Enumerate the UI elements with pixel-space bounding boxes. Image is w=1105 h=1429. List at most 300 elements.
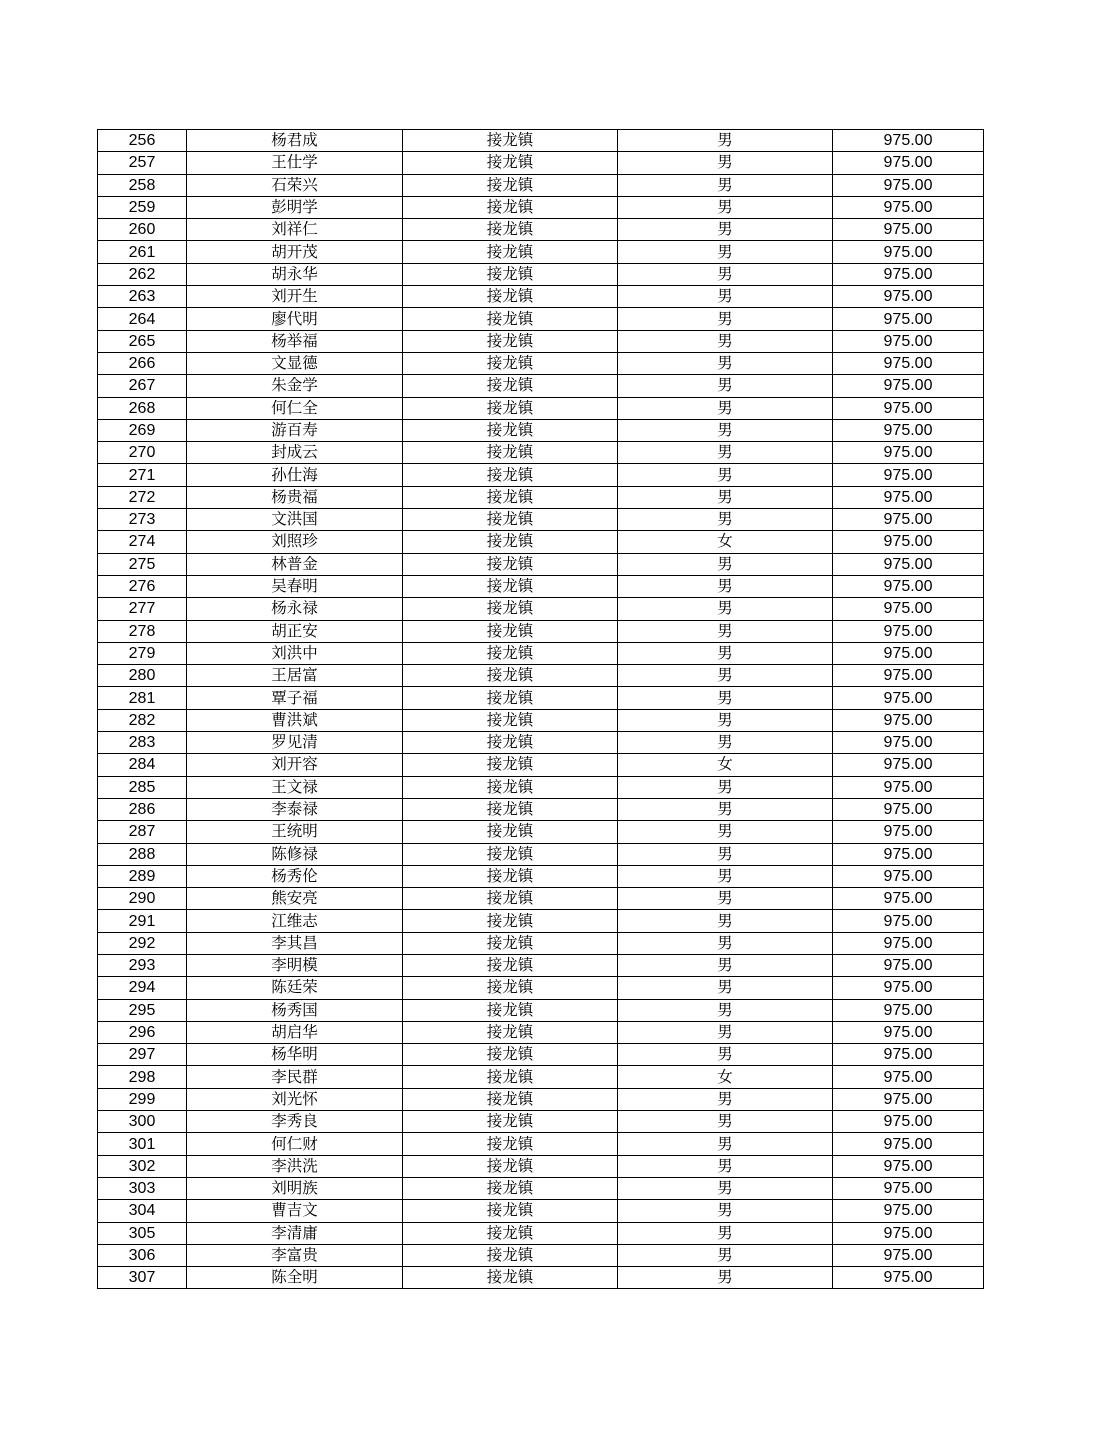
name-cell: 文洪国 — [187, 509, 403, 531]
gender-cell: 男 — [618, 553, 833, 575]
name-cell: 王文禄 — [187, 776, 403, 798]
serial-number-cell: 283 — [98, 732, 187, 754]
name-cell: 封成云 — [187, 442, 403, 464]
town-cell: 接龙镇 — [403, 620, 618, 642]
serial-number-cell: 287 — [98, 821, 187, 843]
name-cell: 刘洪中 — [187, 642, 403, 664]
town-cell: 接龙镇 — [403, 1088, 618, 1110]
gender-cell: 男 — [618, 1200, 833, 1222]
table-row — [98, 910, 984, 932]
name-cell: 刘祥仁 — [187, 219, 403, 241]
table-row — [98, 531, 984, 553]
amount-cell: 975.00 — [833, 1200, 984, 1222]
amount-cell: 975.00 — [833, 888, 984, 910]
serial-number-cell: 268 — [98, 397, 187, 419]
gender-cell: 男 — [618, 1111, 833, 1133]
serial-number-cell: 297 — [98, 1044, 187, 1066]
serial-number-cell: 276 — [98, 575, 187, 597]
serial-number-cell: 295 — [98, 999, 187, 1021]
gender-cell: 男 — [618, 821, 833, 843]
town-cell: 接龙镇 — [403, 1133, 618, 1155]
town-cell: 接龙镇 — [403, 531, 618, 553]
table-row — [98, 821, 984, 843]
table-row — [98, 665, 984, 687]
name-cell: 杨永禄 — [187, 598, 403, 620]
table-row — [98, 152, 984, 174]
town-cell: 接龙镇 — [403, 910, 618, 932]
town-cell: 接龙镇 — [403, 464, 618, 486]
town-cell: 接龙镇 — [403, 1021, 618, 1043]
gender-cell: 男 — [618, 776, 833, 798]
serial-number-cell: 275 — [98, 553, 187, 575]
amount-cell: 975.00 — [833, 954, 984, 976]
gender-cell: 男 — [618, 397, 833, 419]
serial-number-cell: 281 — [98, 687, 187, 709]
table-row — [98, 732, 984, 754]
serial-number-cell: 296 — [98, 1021, 187, 1043]
town-cell: 接龙镇 — [403, 575, 618, 597]
town-cell: 接龙镇 — [403, 776, 618, 798]
gender-cell: 男 — [618, 999, 833, 1021]
town-cell: 接龙镇 — [403, 665, 618, 687]
town-cell: 接龙镇 — [403, 330, 618, 352]
name-cell: 杨举福 — [187, 330, 403, 352]
serial-number-cell: 265 — [98, 330, 187, 352]
town-cell: 接龙镇 — [403, 954, 618, 976]
serial-number-cell: 273 — [98, 509, 187, 531]
town-cell: 接龙镇 — [403, 509, 618, 531]
serial-number-cell: 293 — [98, 954, 187, 976]
amount-cell: 975.00 — [833, 263, 984, 285]
amount-cell: 975.00 — [833, 977, 984, 999]
gender-cell: 男 — [618, 330, 833, 352]
amount-cell: 975.00 — [833, 1222, 984, 1244]
name-cell: 杨贵福 — [187, 486, 403, 508]
serial-number-cell: 298 — [98, 1066, 187, 1088]
table-row — [98, 709, 984, 731]
amount-cell: 975.00 — [833, 397, 984, 419]
name-cell: 杨秀国 — [187, 999, 403, 1021]
serial-number-cell: 285 — [98, 776, 187, 798]
name-cell: 刘光怀 — [187, 1088, 403, 1110]
table-row — [98, 486, 984, 508]
town-cell: 接龙镇 — [403, 642, 618, 664]
town-cell: 接龙镇 — [403, 1066, 618, 1088]
table-row — [98, 174, 984, 196]
name-cell: 李洪洗 — [187, 1155, 403, 1177]
table-row — [98, 1267, 984, 1289]
serial-number-cell: 256 — [98, 130, 187, 152]
gender-cell: 男 — [618, 419, 833, 441]
town-cell: 接龙镇 — [403, 553, 618, 575]
amount-cell: 975.00 — [833, 152, 984, 174]
gender-cell: 女 — [618, 1066, 833, 1088]
gender-cell: 男 — [618, 932, 833, 954]
table-row — [98, 263, 984, 285]
name-cell: 林普金 — [187, 553, 403, 575]
amount-cell: 975.00 — [833, 709, 984, 731]
gender-cell: 男 — [618, 219, 833, 241]
table-row — [98, 776, 984, 798]
table-row — [98, 1244, 984, 1266]
serial-number-cell: 262 — [98, 263, 187, 285]
amount-cell: 975.00 — [833, 754, 984, 776]
amount-cell: 975.00 — [833, 1088, 984, 1110]
amount-cell: 975.00 — [833, 687, 984, 709]
table-row — [98, 954, 984, 976]
gender-cell: 男 — [618, 665, 833, 687]
gender-cell: 男 — [618, 642, 833, 664]
gender-cell: 男 — [618, 888, 833, 910]
name-cell: 陈修禄 — [187, 843, 403, 865]
serial-number-cell: 264 — [98, 308, 187, 330]
name-cell: 罗见清 — [187, 732, 403, 754]
table-row — [98, 419, 984, 441]
town-cell: 接龙镇 — [403, 152, 618, 174]
serial-number-cell: 304 — [98, 1200, 187, 1222]
town-cell: 接龙镇 — [403, 1267, 618, 1289]
name-cell: 李富贵 — [187, 1244, 403, 1266]
amount-cell: 975.00 — [833, 174, 984, 196]
name-cell: 彭明学 — [187, 196, 403, 218]
amount-cell: 975.00 — [833, 219, 984, 241]
gender-cell: 男 — [618, 241, 833, 263]
table-row — [98, 754, 984, 776]
gender-cell: 男 — [618, 1267, 833, 1289]
town-cell: 接龙镇 — [403, 798, 618, 820]
amount-cell: 975.00 — [833, 1111, 984, 1133]
serial-number-cell: 266 — [98, 352, 187, 374]
serial-number-cell: 284 — [98, 754, 187, 776]
table-body — [98, 130, 984, 1289]
name-cell: 杨秀伦 — [187, 865, 403, 887]
serial-number-cell: 292 — [98, 932, 187, 954]
amount-cell: 975.00 — [833, 1177, 984, 1199]
gender-cell: 男 — [618, 464, 833, 486]
table-row — [98, 1200, 984, 1222]
amount-cell: 975.00 — [833, 932, 984, 954]
amount-cell: 975.00 — [833, 553, 984, 575]
amount-cell: 975.00 — [833, 843, 984, 865]
serial-number-cell: 307 — [98, 1267, 187, 1289]
town-cell: 接龙镇 — [403, 442, 618, 464]
table-row — [98, 1111, 984, 1133]
name-cell: 李民群 — [187, 1066, 403, 1088]
table-row — [98, 397, 984, 419]
table-row — [98, 464, 984, 486]
name-cell: 李清庸 — [187, 1222, 403, 1244]
table-row — [98, 977, 984, 999]
gender-cell: 男 — [618, 509, 833, 531]
gender-cell: 男 — [618, 620, 833, 642]
gender-cell: 男 — [618, 1222, 833, 1244]
table-row — [98, 1044, 984, 1066]
town-cell: 接龙镇 — [403, 352, 618, 374]
gender-cell: 男 — [618, 308, 833, 330]
town-cell: 接龙镇 — [403, 174, 618, 196]
serial-number-cell: 259 — [98, 196, 187, 218]
serial-number-cell: 277 — [98, 598, 187, 620]
serial-number-cell: 303 — [98, 1177, 187, 1199]
serial-number-cell: 261 — [98, 241, 187, 263]
table-row — [98, 219, 984, 241]
gender-cell: 男 — [618, 709, 833, 731]
gender-cell: 男 — [618, 352, 833, 374]
amount-cell: 975.00 — [833, 999, 984, 1021]
name-cell: 李其昌 — [187, 932, 403, 954]
name-cell: 覃子福 — [187, 687, 403, 709]
amount-cell: 975.00 — [833, 352, 984, 374]
gender-cell: 男 — [618, 1088, 833, 1110]
name-cell: 曹吉文 — [187, 1200, 403, 1222]
town-cell: 接龙镇 — [403, 865, 618, 887]
amount-cell: 975.00 — [833, 776, 984, 798]
gender-cell: 女 — [618, 531, 833, 553]
town-cell: 接龙镇 — [403, 598, 618, 620]
gender-cell: 男 — [618, 375, 833, 397]
table-row — [98, 241, 984, 263]
town-cell: 接龙镇 — [403, 1111, 618, 1133]
name-cell: 朱金学 — [187, 375, 403, 397]
serial-number-cell: 301 — [98, 1133, 187, 1155]
amount-cell: 975.00 — [833, 1244, 984, 1266]
gender-cell: 男 — [618, 865, 833, 887]
table-row — [98, 999, 984, 1021]
gender-cell: 男 — [618, 575, 833, 597]
amount-cell: 975.00 — [833, 531, 984, 553]
table-row — [98, 865, 984, 887]
name-cell: 刘照珍 — [187, 531, 403, 553]
name-cell: 李泰禄 — [187, 798, 403, 820]
table-row — [98, 1155, 984, 1177]
town-cell: 接龙镇 — [403, 219, 618, 241]
town-cell: 接龙镇 — [403, 754, 618, 776]
table-row — [98, 196, 984, 218]
gender-cell: 男 — [618, 687, 833, 709]
table-row — [98, 1133, 984, 1155]
amount-cell: 975.00 — [833, 442, 984, 464]
gender-cell: 男 — [618, 286, 833, 308]
name-cell: 李明模 — [187, 954, 403, 976]
amount-cell: 975.00 — [833, 486, 984, 508]
serial-number-cell: 291 — [98, 910, 187, 932]
gender-cell: 男 — [618, 798, 833, 820]
table-row — [98, 330, 984, 352]
amount-cell: 975.00 — [833, 308, 984, 330]
table-row — [98, 598, 984, 620]
town-cell: 接龙镇 — [403, 241, 618, 263]
name-cell: 陈廷荣 — [187, 977, 403, 999]
amount-cell: 975.00 — [833, 464, 984, 486]
table-row — [98, 442, 984, 464]
town-cell: 接龙镇 — [403, 1155, 618, 1177]
amount-cell: 975.00 — [833, 241, 984, 263]
name-cell: 杨华明 — [187, 1044, 403, 1066]
gender-cell: 男 — [618, 1177, 833, 1199]
amount-cell: 975.00 — [833, 798, 984, 820]
name-cell: 何仁财 — [187, 1133, 403, 1155]
serial-number-cell: 286 — [98, 798, 187, 820]
amount-cell: 975.00 — [833, 598, 984, 620]
town-cell: 接龙镇 — [403, 732, 618, 754]
serial-number-cell: 278 — [98, 620, 187, 642]
name-cell: 熊安亮 — [187, 888, 403, 910]
gender-cell: 男 — [618, 263, 833, 285]
serial-number-cell: 280 — [98, 665, 187, 687]
name-cell: 胡开茂 — [187, 241, 403, 263]
serial-number-cell: 299 — [98, 1088, 187, 1110]
amount-cell: 975.00 — [833, 642, 984, 664]
town-cell: 接龙镇 — [403, 397, 618, 419]
town-cell: 接龙镇 — [403, 687, 618, 709]
serial-number-cell: 271 — [98, 464, 187, 486]
serial-number-cell: 290 — [98, 888, 187, 910]
table-row — [98, 375, 984, 397]
serial-number-cell: 263 — [98, 286, 187, 308]
gender-cell: 男 — [618, 442, 833, 464]
table-row — [98, 843, 984, 865]
gender-cell: 男 — [618, 130, 833, 152]
table-row — [98, 352, 984, 374]
serial-number-cell: 257 — [98, 152, 187, 174]
serial-number-cell: 305 — [98, 1222, 187, 1244]
town-cell: 接龙镇 — [403, 1222, 618, 1244]
name-cell: 杨君成 — [187, 130, 403, 152]
gender-cell: 男 — [618, 1155, 833, 1177]
town-cell: 接龙镇 — [403, 843, 618, 865]
gender-cell: 男 — [618, 910, 833, 932]
serial-number-cell: 306 — [98, 1244, 187, 1266]
town-cell: 接龙镇 — [403, 130, 618, 152]
serial-number-cell: 289 — [98, 865, 187, 887]
amount-cell: 975.00 — [833, 575, 984, 597]
amount-cell: 975.00 — [833, 910, 984, 932]
name-cell: 李秀良 — [187, 1111, 403, 1133]
serial-number-cell: 300 — [98, 1111, 187, 1133]
amount-cell: 975.00 — [833, 732, 984, 754]
serial-number-cell: 279 — [98, 642, 187, 664]
amount-cell: 975.00 — [833, 620, 984, 642]
gender-cell: 男 — [618, 977, 833, 999]
name-cell: 廖代明 — [187, 308, 403, 330]
name-cell: 王统明 — [187, 821, 403, 843]
table-row — [98, 687, 984, 709]
serial-number-cell: 270 — [98, 442, 187, 464]
name-cell: 胡启华 — [187, 1021, 403, 1043]
name-cell: 王仕学 — [187, 152, 403, 174]
table-row — [98, 130, 984, 152]
town-cell: 接龙镇 — [403, 821, 618, 843]
gender-cell: 男 — [618, 1044, 833, 1066]
gender-cell: 男 — [618, 732, 833, 754]
amount-cell: 975.00 — [833, 1021, 984, 1043]
town-cell: 接龙镇 — [403, 709, 618, 731]
amount-cell: 975.00 — [833, 1267, 984, 1289]
gender-cell: 男 — [618, 1021, 833, 1043]
serial-number-cell: 274 — [98, 531, 187, 553]
town-cell: 接龙镇 — [403, 263, 618, 285]
table-row — [98, 286, 984, 308]
amount-cell: 975.00 — [833, 419, 984, 441]
town-cell: 接龙镇 — [403, 419, 618, 441]
name-cell: 刘明族 — [187, 1177, 403, 1199]
town-cell: 接龙镇 — [403, 1177, 618, 1199]
town-cell: 接龙镇 — [403, 375, 618, 397]
serial-number-cell: 288 — [98, 843, 187, 865]
gender-cell: 男 — [618, 843, 833, 865]
gender-cell: 男 — [618, 174, 833, 196]
serial-number-cell: 282 — [98, 709, 187, 731]
table-row — [98, 1021, 984, 1043]
name-cell: 孙仕海 — [187, 464, 403, 486]
gender-cell: 男 — [618, 486, 833, 508]
amount-cell: 975.00 — [833, 1155, 984, 1177]
town-cell: 接龙镇 — [403, 932, 618, 954]
serial-number-cell: 260 — [98, 219, 187, 241]
name-cell: 何仁全 — [187, 397, 403, 419]
name-cell: 石荣兴 — [187, 174, 403, 196]
gender-cell: 男 — [618, 1244, 833, 1266]
table-row — [98, 642, 984, 664]
name-cell: 文显德 — [187, 352, 403, 374]
amount-cell: 975.00 — [833, 130, 984, 152]
town-cell: 接龙镇 — [403, 888, 618, 910]
serial-number-cell: 269 — [98, 419, 187, 441]
recipient-table — [97, 129, 984, 1289]
table-row — [98, 553, 984, 575]
gender-cell: 男 — [618, 598, 833, 620]
gender-cell: 男 — [618, 196, 833, 218]
town-cell: 接龙镇 — [403, 286, 618, 308]
table-row — [98, 1088, 984, 1110]
town-cell: 接龙镇 — [403, 1044, 618, 1066]
name-cell: 刘开容 — [187, 754, 403, 776]
gender-cell: 男 — [618, 954, 833, 976]
town-cell: 接龙镇 — [403, 999, 618, 1021]
table-row — [98, 620, 984, 642]
table-row — [98, 888, 984, 910]
town-cell: 接龙镇 — [403, 196, 618, 218]
amount-cell: 975.00 — [833, 1066, 984, 1088]
name-cell: 陈全明 — [187, 1267, 403, 1289]
town-cell: 接龙镇 — [403, 1200, 618, 1222]
name-cell: 胡正安 — [187, 620, 403, 642]
table-row — [98, 1222, 984, 1244]
serial-number-cell: 302 — [98, 1155, 187, 1177]
town-cell: 接龙镇 — [403, 1244, 618, 1266]
town-cell: 接龙镇 — [403, 977, 618, 999]
amount-cell: 975.00 — [833, 196, 984, 218]
serial-number-cell: 272 — [98, 486, 187, 508]
amount-cell: 975.00 — [833, 1133, 984, 1155]
name-cell: 刘开生 — [187, 286, 403, 308]
amount-cell: 975.00 — [833, 330, 984, 352]
table-row — [98, 932, 984, 954]
gender-cell: 女 — [618, 754, 833, 776]
table-row — [98, 575, 984, 597]
name-cell: 游百寿 — [187, 419, 403, 441]
name-cell: 胡永华 — [187, 263, 403, 285]
amount-cell: 975.00 — [833, 286, 984, 308]
gender-cell: 男 — [618, 152, 833, 174]
table-row — [98, 1066, 984, 1088]
amount-cell: 975.00 — [833, 375, 984, 397]
name-cell: 王居富 — [187, 665, 403, 687]
amount-cell: 975.00 — [833, 865, 984, 887]
name-cell: 曹洪斌 — [187, 709, 403, 731]
amount-cell: 975.00 — [833, 821, 984, 843]
amount-cell: 975.00 — [833, 665, 984, 687]
